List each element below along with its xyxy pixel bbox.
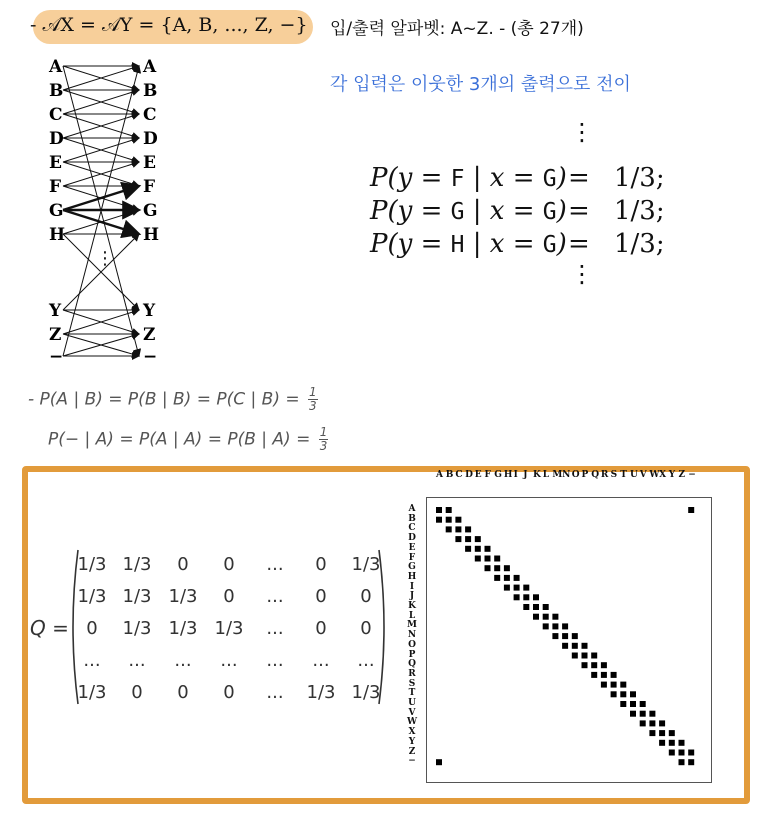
vdots-top: ⋮ — [570, 118, 594, 146]
heatmap-cell — [582, 653, 588, 659]
heatmap-cell — [601, 672, 607, 678]
fraction: $\frac{1}{3}$ — [319, 425, 328, 453]
heatmap-cell — [572, 633, 578, 639]
heatmap-row-label: C — [408, 523, 416, 534]
heatmap-col-label: Q — [591, 470, 600, 480]
heatmap-col-label: M — [552, 470, 563, 480]
heatmap-cell — [504, 565, 510, 571]
matrix-cell: 1/3 — [306, 682, 336, 703]
heatmap-cell — [601, 662, 607, 668]
matrix-cell: 1/3 — [168, 618, 198, 639]
heatmap-col-label: B — [445, 470, 454, 480]
heatmap-row-label: S — [408, 678, 416, 689]
heatmap-cell — [514, 594, 520, 600]
heatmap-cell — [485, 565, 491, 571]
heatmap-col-label: T — [620, 470, 627, 480]
heatmap-cell — [475, 536, 481, 542]
heatmap-row-label: G — [408, 562, 416, 573]
heatmap-cell — [494, 575, 500, 581]
heatmap-cell — [659, 740, 665, 746]
heatmap-col-label: V — [639, 470, 647, 480]
matrix-cell: ... — [266, 586, 284, 607]
matrix-cell: 0 — [360, 618, 372, 639]
heatmap-cell — [659, 720, 665, 726]
heatmap-cell — [640, 701, 646, 707]
heatmap-row-label: Q — [408, 659, 416, 670]
heatmap-cell — [446, 526, 452, 532]
heatmap-cell — [514, 575, 520, 581]
heatmap-col-label: H — [503, 470, 513, 480]
channel-input-6: G — [49, 201, 64, 221]
channel-input-2: C — [49, 105, 63, 125]
matrix-row — [66, 650, 391, 674]
heatmap-cell — [494, 565, 500, 571]
channel-input-1: B — [49, 81, 64, 101]
equation-row-3: P(y = H | x = G) = 1/3; — [370, 229, 665, 259]
heatmap-cell — [679, 759, 685, 765]
heatmap-col-label: P — [581, 470, 589, 480]
heatmap-cell — [611, 672, 617, 678]
heatmap-col-label: D — [465, 470, 473, 480]
heatmap-cell — [659, 730, 665, 736]
heatmap-cell — [649, 720, 655, 726]
matrix-cell: 1/3 — [214, 618, 244, 639]
matrix-cell: 1/3 — [77, 682, 107, 703]
channel-output-labels — [142, 57, 159, 367]
heatmap-col-label: X — [659, 470, 667, 480]
heatmap-col-label: S — [610, 470, 618, 480]
probability-line-2: P(− | A) = P(A | A) = P(B | A) = $\frac{1}{3}$ — [48, 425, 328, 453]
channel-input-5: F — [49, 177, 62, 197]
matrix-cell: 1/3 — [122, 586, 152, 607]
heatmap-col-label: C — [455, 470, 463, 480]
matrix-cell: ... — [266, 618, 284, 639]
heatmap-cell — [436, 759, 442, 765]
heatmap-row-label: U — [408, 698, 416, 708]
heatmap-row-label: L — [408, 610, 416, 621]
heatmap-cell — [630, 691, 636, 697]
heatmap-cell — [679, 740, 685, 746]
matrix-row — [66, 618, 391, 642]
channel-input-10: − — [49, 347, 64, 367]
channel-input-3: D — [49, 129, 64, 149]
heatmap-col-label: R — [600, 470, 609, 480]
heatmap-cell — [591, 672, 597, 678]
heatmap-cell — [552, 633, 558, 639]
heatmap-cell — [455, 517, 461, 523]
matrix-cell: 0 — [315, 554, 327, 575]
heatmap-cell — [582, 662, 588, 668]
heatmap-cell — [562, 643, 568, 649]
heatmap-row-label: O — [408, 639, 416, 650]
heatmap-cell — [504, 575, 510, 581]
matrix-cell: 0 — [223, 554, 235, 575]
heatmap-row-label: − — [408, 756, 416, 767]
matrix-cell: 0 — [86, 618, 98, 639]
heatmap-row-label: Y — [408, 736, 416, 747]
heatmap-row-label: B — [408, 513, 416, 524]
matrix-cell: 0 — [223, 586, 235, 607]
channel-input-7: H — [49, 225, 66, 245]
transition-heatmap — [426, 497, 712, 783]
channel-input-0: A — [49, 57, 63, 77]
heatmap-col-label: F — [484, 470, 491, 480]
heatmap-cell — [514, 585, 520, 591]
matrix-cell: 0 — [131, 682, 143, 703]
heatmap-cell — [523, 594, 529, 600]
channel-output-10: − — [143, 347, 158, 367]
channel-input-4: E — [49, 153, 62, 173]
heatmap-cell — [572, 653, 578, 659]
heatmap-col-label: A — [436, 470, 443, 480]
heatmap-cell — [582, 643, 588, 649]
matrix-cell: 1/3 — [122, 554, 152, 575]
heatmap-col-label: I — [513, 470, 518, 480]
channel-output-7: H — [143, 225, 160, 245]
heatmap-cell — [688, 507, 694, 513]
heatmap-cell — [504, 585, 510, 591]
heatmap-cell — [688, 759, 694, 765]
channel-output-8: Y — [143, 301, 156, 321]
channel-input-labels — [48, 57, 65, 367]
matrix-cell: 1/3 — [122, 618, 152, 639]
heatmap-cell — [620, 682, 626, 688]
fraction: $\frac{1}{3}$ — [309, 385, 317, 413]
heatmap-cell — [620, 691, 626, 697]
heatmap-row-label: H — [407, 571, 417, 582]
transition-note: 각 입력은 이웃한 3개의 출력으로 전이 — [330, 74, 631, 95]
heatmap-cell — [543, 614, 549, 620]
heatmap-cell — [562, 623, 568, 629]
matrix-cell: ... — [312, 650, 330, 671]
heatmap-cell — [533, 604, 539, 610]
heatmap-row-label: A — [408, 504, 416, 514]
heatmap-cell — [465, 526, 471, 532]
heatmap-cell — [552, 623, 558, 629]
channel-output-6: G — [143, 201, 158, 221]
heatmap-cell — [649, 730, 655, 736]
matrix-cell: 0 — [223, 682, 235, 703]
heatmap-row-label: V — [408, 707, 416, 718]
heatmap-cell — [475, 556, 481, 562]
heatmap-cell — [630, 701, 636, 707]
channel-output-1: B — [143, 81, 158, 101]
vdots-bottom: ⋮ — [570, 260, 594, 288]
channel-ellipsis: ⋮ — [96, 248, 114, 269]
heatmap-cell — [543, 604, 549, 610]
heatmap-row-label: J — [409, 591, 415, 602]
matrix-cell: 0 — [315, 618, 327, 639]
heatmap-cell — [446, 517, 452, 523]
channel-diagram — [35, 50, 175, 370]
channel-output-2: C — [143, 105, 157, 125]
heatmap-cell — [601, 682, 607, 688]
heatmap-cell — [465, 546, 471, 552]
heatmap-cell — [533, 614, 539, 620]
matrix-cell: ... — [174, 650, 192, 671]
channel-output-3: D — [143, 129, 158, 149]
heatmap-cell — [485, 556, 491, 562]
heatmap-col-label: Y — [668, 470, 676, 480]
heatmap-cell — [688, 750, 694, 756]
matrix-cell: ... — [266, 650, 284, 671]
matrix-row — [66, 586, 391, 610]
matrix-cell: 0 — [360, 586, 372, 607]
transition-matrix — [66, 546, 391, 708]
alphabet-note: 입/출력 알파벳: A~Z. - (총 27개) — [330, 19, 584, 39]
matrix-cell: ... — [266, 682, 284, 703]
matrix-cell: 0 — [315, 586, 327, 607]
heatmap-cell — [436, 517, 442, 523]
matrix-cell: ... — [220, 650, 238, 671]
heatmap-col-label: − — [688, 470, 696, 480]
heatmap-col-label: W — [649, 470, 660, 480]
heatmap-cell — [640, 711, 646, 717]
heatmap-row-label: T — [408, 688, 416, 699]
matrix-cell: 1/3 — [351, 554, 381, 575]
set-definition: - 𝒜X = 𝒜Y = {A, B, ..., Z, −} — [30, 14, 308, 36]
heatmap-cell — [679, 750, 685, 756]
matrix-cell: ... — [266, 554, 284, 575]
heatmap-cell — [533, 594, 539, 600]
channel-input-8: Y — [49, 301, 62, 321]
heatmap-row-label: E — [408, 542, 416, 553]
heatmap-cell — [562, 633, 568, 639]
heatmap-cell — [572, 643, 578, 649]
heatmap-cell — [523, 585, 529, 591]
matrix-cell: 1/3 — [168, 586, 198, 607]
matrix-cell: 1/3 — [77, 586, 107, 607]
heatmap-cell — [475, 546, 481, 552]
heatmap-col-label: Z — [678, 470, 686, 480]
heatmap-cell — [446, 507, 452, 513]
matrix-row — [66, 682, 391, 706]
heatmap-cell — [669, 740, 675, 746]
heatmap-cell — [494, 556, 500, 562]
heatmap-cell — [485, 546, 491, 552]
heatmap-row-label: P — [408, 649, 416, 660]
channel-output-5: F — [143, 177, 156, 197]
heatmap-cell — [465, 536, 471, 542]
heatmap-cell — [620, 701, 626, 707]
matrix-cell: ... — [128, 650, 146, 671]
heatmap-row-label: M — [407, 620, 417, 631]
heatmap-row-label: N — [407, 630, 417, 641]
channel-output-9: Z — [143, 325, 156, 345]
heatmap-cell — [649, 711, 655, 717]
heatmap-cell — [611, 691, 617, 697]
channel-input-9: Z — [49, 325, 62, 345]
matrix-cell: 1/3 — [77, 554, 107, 575]
heatmap-col-label: J — [523, 470, 528, 480]
matrix-cell: 1/3 — [351, 682, 381, 703]
heatmap-row-label: R — [408, 668, 416, 679]
probability-line-1: - P(A | B) = P(B | B) = P(C | B) = $\frac{1}{3}$ — [28, 385, 317, 413]
heatmap-cell — [630, 711, 636, 717]
matrix-cell: ... — [83, 650, 101, 671]
heatmap-col-label: N — [562, 470, 571, 480]
heatmap-col-label: O — [571, 470, 580, 480]
heatmap-row-label: F — [408, 552, 416, 563]
matrix-cell: ... — [357, 650, 375, 671]
heatmap-col-label: U — [630, 470, 638, 480]
channel-output-0: A — [143, 57, 157, 77]
heatmap-col-label: K — [533, 470, 541, 480]
heatmap-cell — [640, 720, 646, 726]
matrix-cell: 0 — [177, 554, 189, 575]
heatmap-cell — [591, 653, 597, 659]
matrix-cell: 0 — [177, 682, 189, 703]
heatmap-cell — [455, 526, 461, 532]
heatmap-cell — [543, 623, 549, 629]
heatmap-cell — [436, 507, 442, 513]
channel-arrows — [63, 66, 139, 356]
heatmap-cell — [669, 750, 675, 756]
heatmap-row-label: W — [406, 717, 418, 728]
channel-output-4: E — [143, 153, 156, 173]
heatmap-cell — [455, 536, 461, 542]
heatmap-row-label: K — [408, 601, 416, 611]
heatmap-col-label: G — [494, 470, 502, 480]
heatmap-cell — [591, 662, 597, 668]
heatmap-row-label: Z — [408, 746, 416, 757]
matrix-row — [66, 554, 391, 578]
matrix-label: Q = — [30, 616, 69, 640]
heatmap-row-label: X — [408, 727, 416, 738]
heatmap-cell — [523, 604, 529, 610]
heatmap-cell — [552, 614, 558, 620]
heatmap-col-label: L — [542, 470, 550, 480]
heatmap-cell — [611, 682, 617, 688]
equation-row-2: P(y = G | x = G) = 1/3; — [370, 196, 665, 226]
heatmap-row-label: I — [409, 581, 415, 592]
heatmap-cell — [669, 730, 675, 736]
equation-row-1: P(y = F | x = G) = 1/3; — [370, 163, 665, 193]
heatmap-col-label: E — [474, 470, 482, 480]
heatmap-row-label: D — [408, 533, 416, 544]
